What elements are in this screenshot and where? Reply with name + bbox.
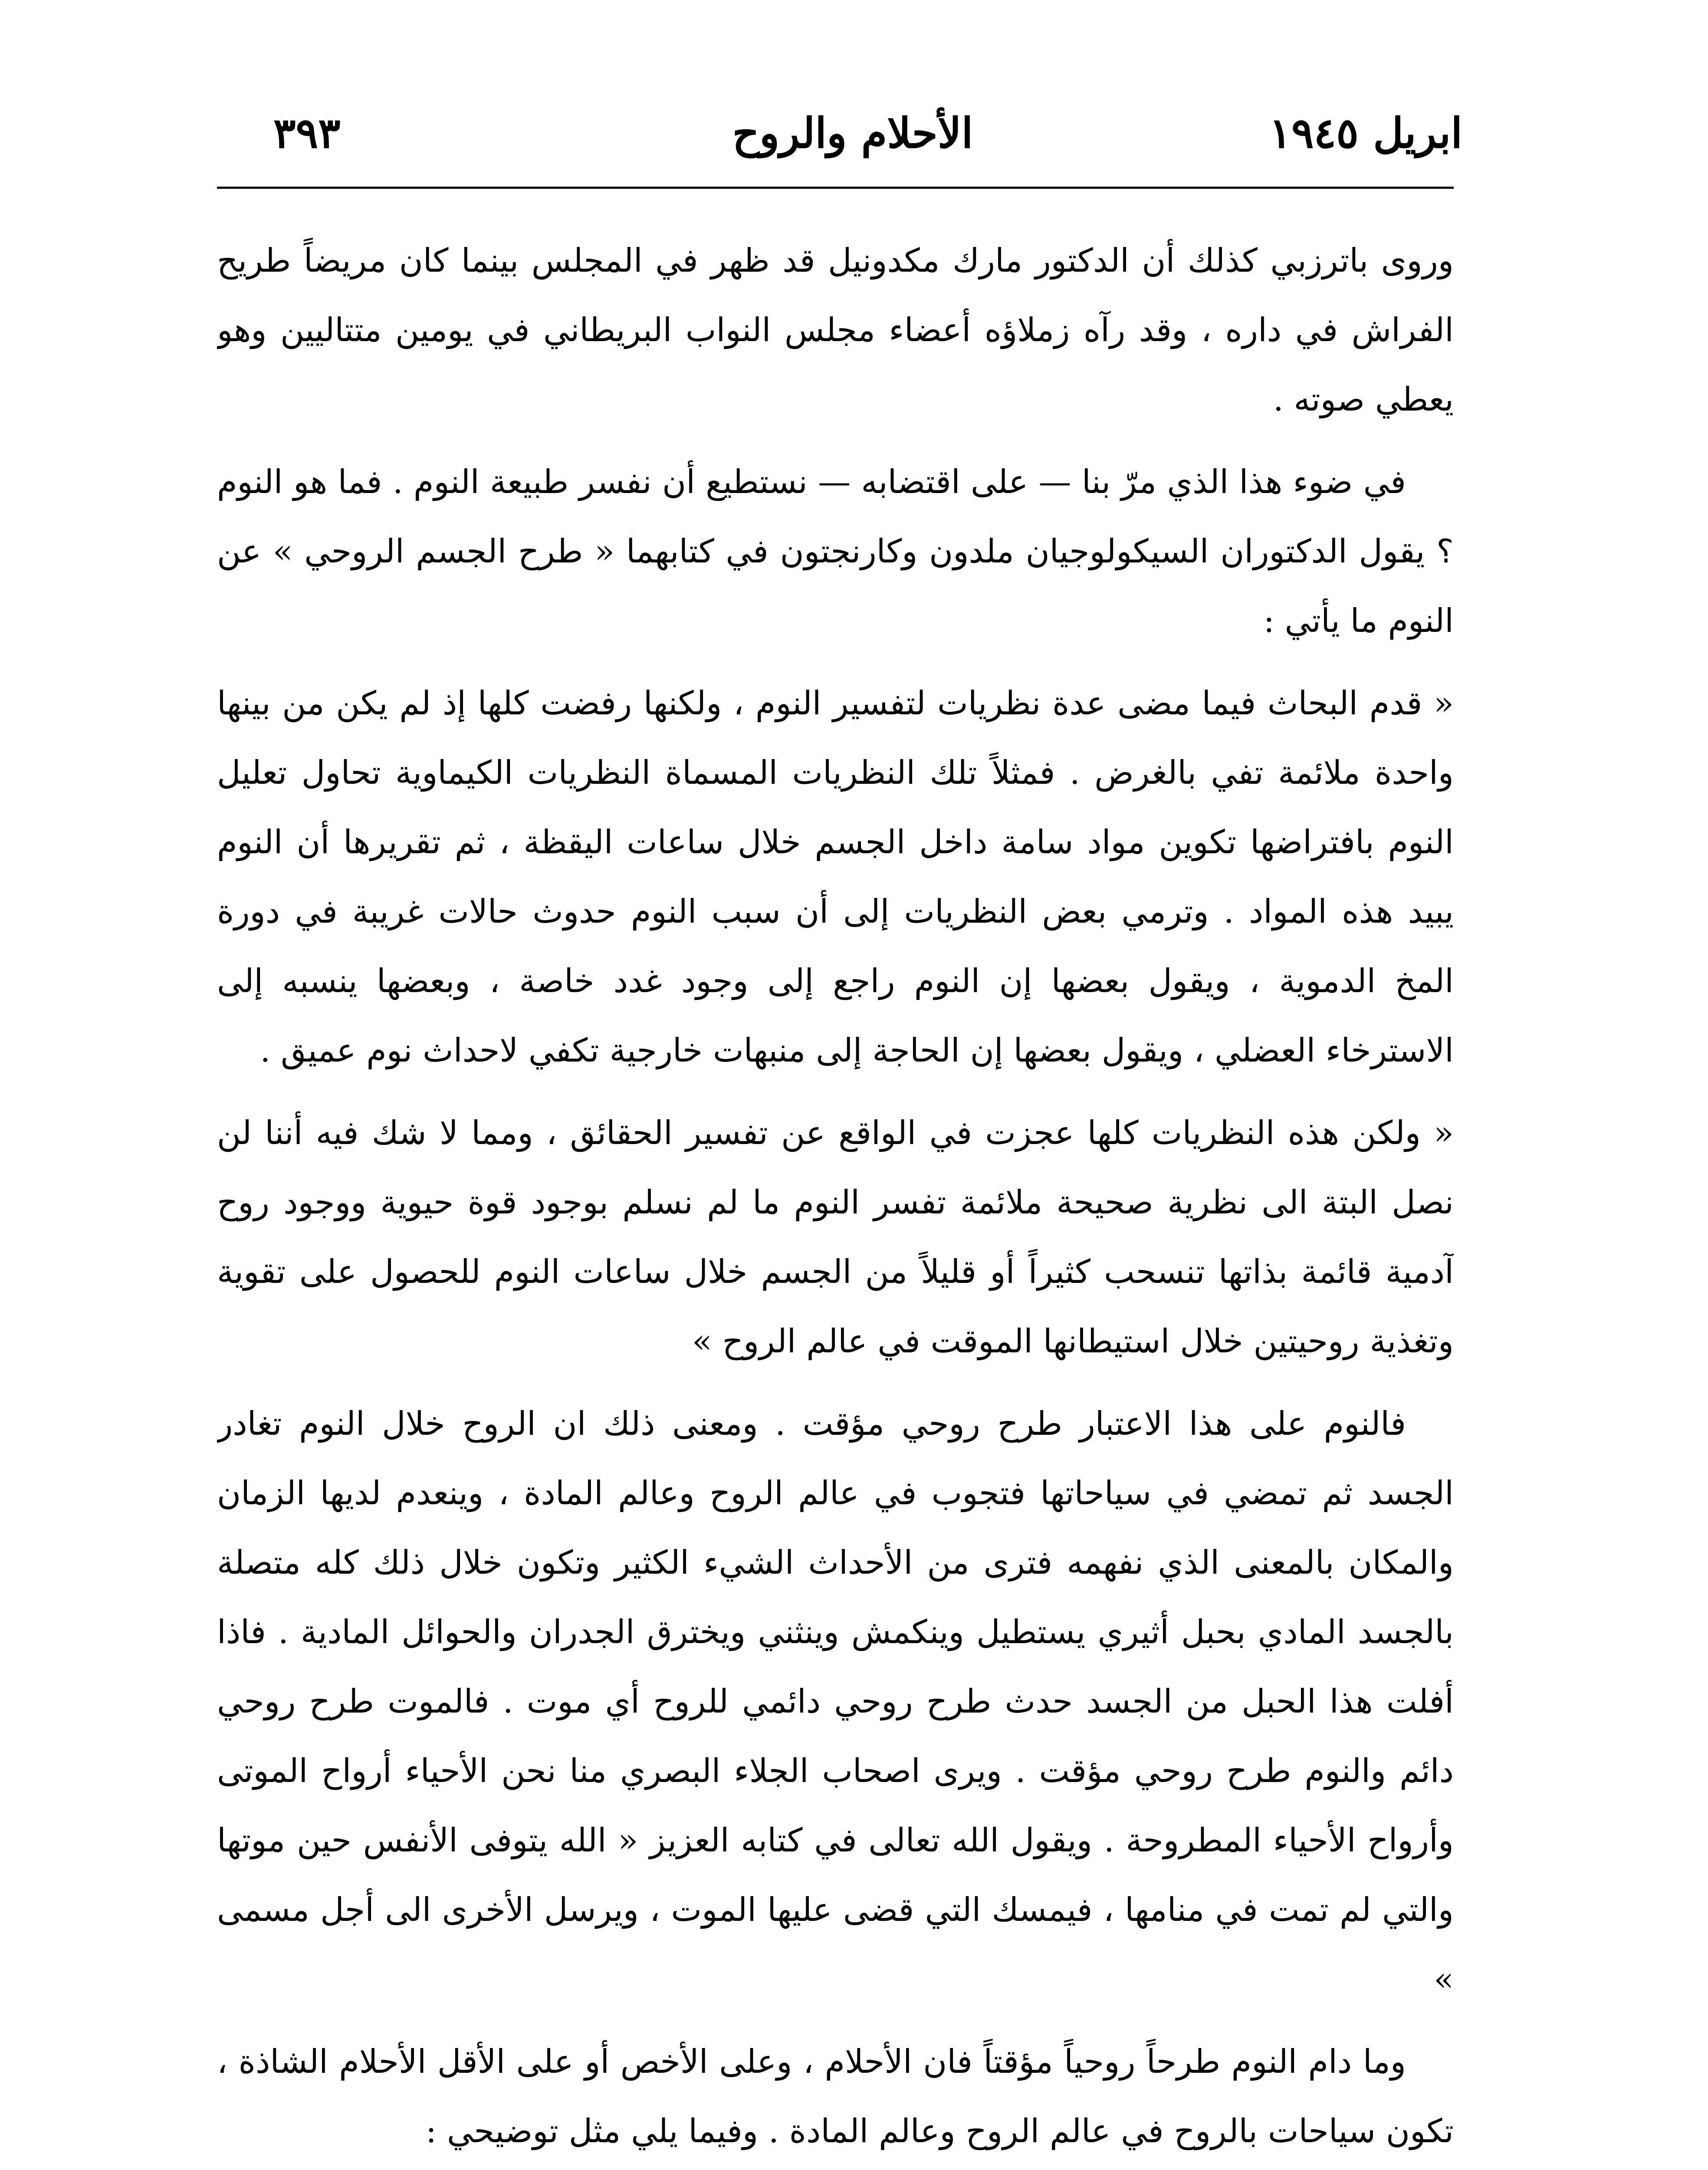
paragraph-4-quote: « ولكن هذه النظريات كلها عجزت في الواقع عن تفسير الحقائق ، ومما لا شك فيه أننا لن نصل البتة الى نظرية صحيحة ملائمة تفسر النوم ما لم نسلم بوجود قوة حيوية ووجود روح آدمية قائمة بذاتها تنسحب كثيراً أو قليلاً من الجسم خلال ساعات النوم للحصول على تقوية وتغذية روحيتين خلال استيطانها الموقت في عالم الروح » (217, 1114, 1454, 1360)
paragraph-5: فالنوم على هذا الاعتبار طرح روحي مؤقت . ومعنى ذلك ان الروح خلال النوم تغادر الجسد ثم تمضي في سياحاتها فتجوب في عالم الروح وعالم المادة ، وينعدم لديها الزمان والمكان بالمعنى الذي نفهمه فترى من الأحداث الشيء الكثير وتكون خلال ذلك كله متصلة بالجسد المادي بحبل أثيري يستطيل وينكمش وينثني ويخترق الجدران والحوائل المادية . فاذا أفلت هذا الحبل من الجسد حدث طرح روحي دائمي للروح أي موت . فالموت طرح روحي دائم والنوم طرح روحي مؤقت . ويرى اصحاب الجلاء البصري منا نحن الأحياء أرواح الموتى وأرواح الأحياء المطروحة . ويقول الله تعالى في كتابه العزيز « الله يتوفى الأنفس حين موتها والتي لم تمت في منامها ، فيمسك التي قضى عليها الموت ، ويرسل الأخرى الى أجل مسمى » (217, 1404, 1454, 1998)
body-text (217, 226, 1454, 2170)
header-date: ابريل ١٩٤٥ (1269, 108, 1462, 158)
page-number: ٣٩٣ (273, 108, 341, 158)
header-title: الأحلام والروح (732, 108, 973, 158)
paragraph-3-quote: « قدم البحاث فيما مضى عدة نظريات لتفسير النوم ، ولكنها رفضت كلها إذ لم يكن من بينها واحدة ملائمة تفي بالغرض . فمثلاً تلك النظريات المسماة النظريات الكيماوية تحاول تعليل النوم بافتراضها تكوين مواد سامة داخل الجسم خلال ساعات اليقظة ، ثم تقريرها أن النوم يبيد هذه المواد . وترمي بعض النظريات إلى أن سبب النوم حدوث حالات غريبة في دورة المخ الدموية ، ويقول بعضها إن النوم راجع إلى وجود غدد خاصة ، وبعضها ينسبه إلى الاسترخاء العضلي ، ويقول بعضها إن الحاجة إلى منبهات خارجية تكفي لاحداث نوم عميق . (217, 684, 1454, 1069)
paragraph-6: وما دام النوم طرحاً روحياً مؤقتاً فان الأحلام ، وعلى الأخص أو على الأقل الأحلام الشاذة ، تكون سياحات بالروح في عالم الروح وعالم المادة . وفيما يلي مثل توضيحي : (217, 2042, 1454, 2150)
paragraph-2: في ضوء هذا الذي مرّ بنا — على اقتضابه — نستطيع أن نفسر طبيعة النوم . فما هو النوم ؟ يقول الدكتوران السيكولوجيان ملدون وكارنجتون في كتابهما « طرح الجسم الروحي » عن النوم ما يأتي : (217, 463, 1454, 640)
running-header (243, 108, 1462, 174)
paragraph-1: وروى باترزبي كذلك أن الدكتور مارك مكدونيل قد ظهر في المجلس بينما كان مريضاً طريح الفراش في داره ، وقد رآه زملاؤه أعضاء مجلس النواب البريطاني في يومين متتاليين وهو يعطي صوته . (217, 241, 1454, 418)
header-divider (217, 187, 1454, 189)
